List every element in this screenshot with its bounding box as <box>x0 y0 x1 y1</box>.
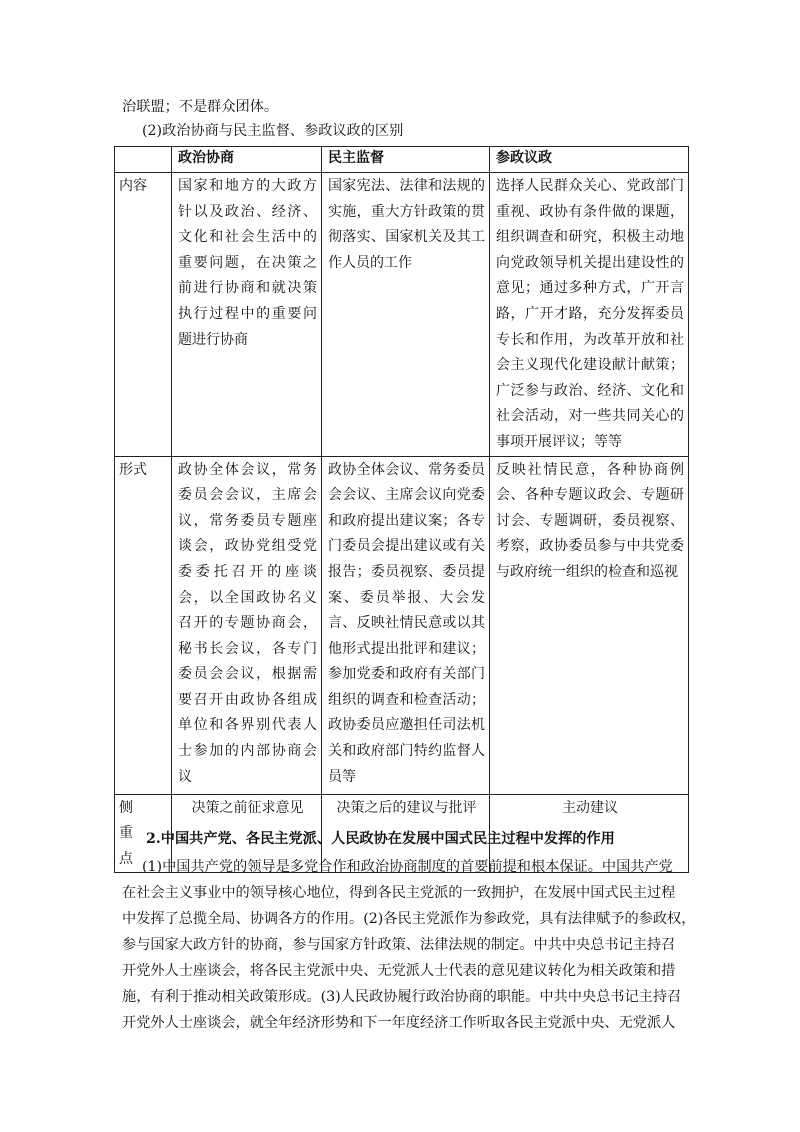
table-header-blank <box>115 147 172 173</box>
paragraph-line: 在社会主义事业中的领导核心地位，得到各民主党派的一致拥护，在发展中国式民主过程 <box>122 885 676 901</box>
table-cell: 选择人民群众关心、党政部门重视、政协有条件做的课题，组织调查和研究，积极主动地向党政领导机关提出建设性的意见；通过多种方式，广开言路，广开才路，充分发挥委员专长和作用，为改革开放和社会主义现代化建设献计献策；广泛参与政治、经济、文化和社会活动，对一些共同关心的事项开展评议；等等 <box>490 173 689 457</box>
paragraph-line: 中发挥了总揽全局、协调各方的作用。(2)各民主党派作为参政党，具有法律赋予的参政权， <box>122 911 696 927</box>
table-cell: 国家和地方的大政方针以及政治、经济、文化和社会生活中的重要问题，在决策之前进行协商和就决策执行过程中的重要问题进行协商 <box>172 173 322 457</box>
row-label-form: 形式 <box>115 456 172 794</box>
row-label-content: 内容 <box>115 173 172 457</box>
table-cell: 决策之前征求意见 <box>172 794 322 873</box>
table-cell: 决策之后的建议与批评 <box>322 794 490 873</box>
table-header-row <box>115 147 689 173</box>
section-heading: (2)政治协商与民主监督、参政议政的区别 <box>142 123 404 139</box>
table-header-participation: 参政议政 <box>490 147 689 173</box>
table-header-political-consultation: 政治协商 <box>172 147 322 173</box>
paragraph-line: 开党外人士座谈会，就全年经济形势和下一年度经济工作听取各民主党派中央、无党派人 <box>122 1015 676 1031</box>
comparison-table <box>114 146 689 873</box>
paragraph-line: 开党外人士座谈会，将各民主党派中央、无党派人士代表的意见建议转化为相关政策和措 <box>122 963 676 979</box>
table-row <box>115 173 689 457</box>
table-cell: 政协全体会议，常务委员会会议，主席会议，常务委员专题座谈会，政协党组受党委委托召开的座谈会，以全国政协名义召开的专题协商会，秘书长会议，各专门委员会会议，根据需要召开由政协各组成单位和各界别代表人士参加的内部协商会议 <box>172 456 322 794</box>
table-cell: 主动建议 <box>490 794 689 873</box>
row-label-focus: 侧重点 <box>115 794 172 873</box>
intro-line: 治联盟；不是群众团体。 <box>122 99 279 115</box>
paragraph-line: 施，有利于推动相关政策形成。(3)人民政协履行政治协商的职能。中共中央总书记主持召 <box>122 989 682 1005</box>
paragraph-line: 参与国家大政方针的协商，参与国家方针政策、法律法规的制定。中共中央总书记主持召 <box>122 937 676 953</box>
table-row <box>115 456 689 794</box>
table-cell: 反映社情民意，各种协商例会、各种专题议政会、专题研讨会、专题调研，委员视察、考察，政协委员参与中共党委与政府统一组织的检查和巡视 <box>490 456 689 794</box>
table-header-democratic-supervision: 民主监督 <box>322 147 490 173</box>
paragraph-line: (1)中国共产党的领导是多党合作和政治协商制度的首要前提和根本保证。中国共产党 <box>142 859 673 875</box>
table-cell: 政协全体会议、常务委员会会议、主席会议向党委和政府提出建议案；各专门委员会提出建议或有关报告；委员视察、委员提案、委员举报、大会发言、反映社情民意或以其他形式提出批评和建议；参加党委和政府有关部门组织的调查和检查活动；政协委员应邀担任司法机关和政府部门特约监督人员等 <box>322 456 490 794</box>
table-cell: 国家宪法、法律和法规的实施，重大方针政策的贯彻落实、国家机关及其工作人员的工作 <box>322 173 490 457</box>
heading-2: 2.中国共产党、各民主党派、人民政协在发展中国式民主过程中发挥的作用 <box>146 831 615 847</box>
